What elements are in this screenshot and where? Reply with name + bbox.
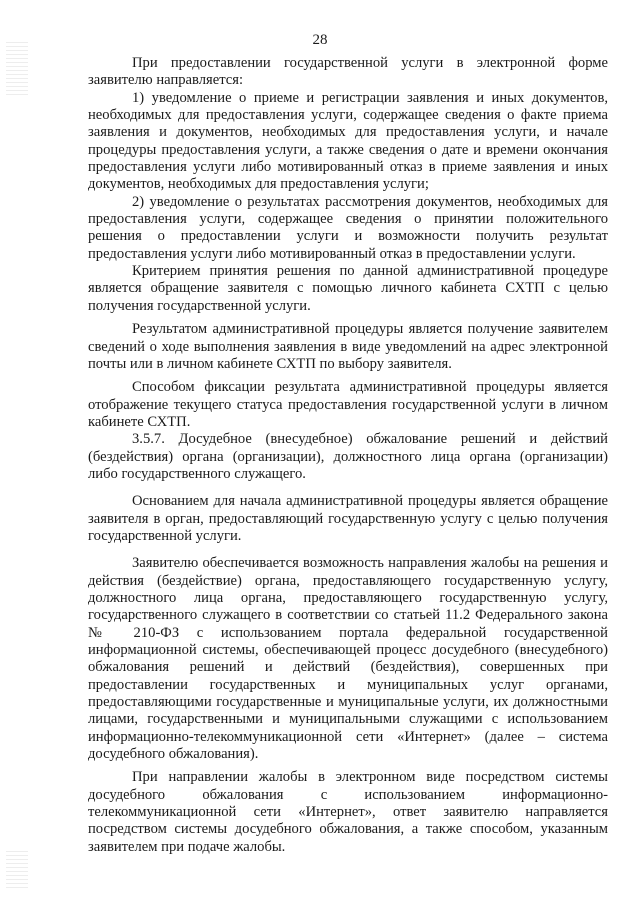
paragraph: Способом фиксации результата административной процедуры является отображение текущего статуса предоставления государственной услуги в личном кабинете СХТП. (88, 379, 608, 430)
section-heading: 3.5.7. Досудебное (внесудебное) обжалование решений и действий (бездействия) органа (организации), должностного лица органа (организации) либо государственного служащего. (88, 431, 608, 482)
paragraph: 1) уведомление о приеме и регистрации заявления и иных документов, необходимых для предоставления услуги, содержащее сведения о факте приема заявления и документов, необходимых для предоставления услуги, и начале процедуры предоставления услуги, а также сведения о дате и времени окончания предоставления услуги либо мотивированный отказ в приеме заявления и иных документов, необходимых для предоставления услуги; (88, 89, 608, 193)
paragraph: Заявителю обеспечивается возможность направления жалобы на решения и действия (бездействие) органа, предоставляющего государственную услугу, должностного лица органа, предоставляющего государственную услугу, государственного служащего в соответствии со статьей 11.2 Федерального закона № 210-ФЗ с использованием портала федеральной государственной информационной системы, обеспечивающей процесс досудебного (внесудебного) обжалования решений и действий (бездействия), совершенных при предоставлении государственных и муниципальных услуг органами, предоставляющими государственные и муниципальные услуги, их должностными лицами, государственными и муниципальными служащими с использованием информационно-телекоммуникационной сети «Интернет» (далее – система досудебного обжалования). (88, 555, 608, 763)
scan-artifact (6, 848, 28, 888)
document-body (88, 55, 608, 856)
paragraph: При предоставлении государственной услуги в электронной форме заявителю направляется: (88, 55, 608, 89)
page-number: 28 (312, 32, 328, 48)
paragraph: Результатом административной процедуры является получение заявителем сведений о ходе выполнения заявления в виде уведомлений на адрес электронной почты или в личном кабинете СХТП по выбору заявителя. (88, 321, 608, 372)
paragraph: При направлении жалобы в электронном виде посредством системы досудебного обжалования с использованием информационно-телекоммуникационной сети «Интернет», ответ заявителю направляется посредством системы досудебного обжалования, а также способом, указанным заявителем при подаче жалобы. (88, 769, 608, 855)
paragraph: 2) уведомление о результатах рассмотрения документов, необходимых для предоставления услуги, содержащее сведения о принятии положительного решения о предоставлении услуги и возможности получить результат предоставления услуги либо мотивированный отказ в предоставлении услуги. (88, 193, 608, 262)
paragraph: Основанием для начала административной процедуры является обращение заявителя в орган, предоставляющий государственную услугу с целью получения государственной услуги. (88, 493, 608, 544)
paragraph: Критерием принятия решения по данной административной процедуре является обращение заявителя с помощью личного кабинета СХТП с целью получения государственной услуги. (88, 263, 608, 314)
